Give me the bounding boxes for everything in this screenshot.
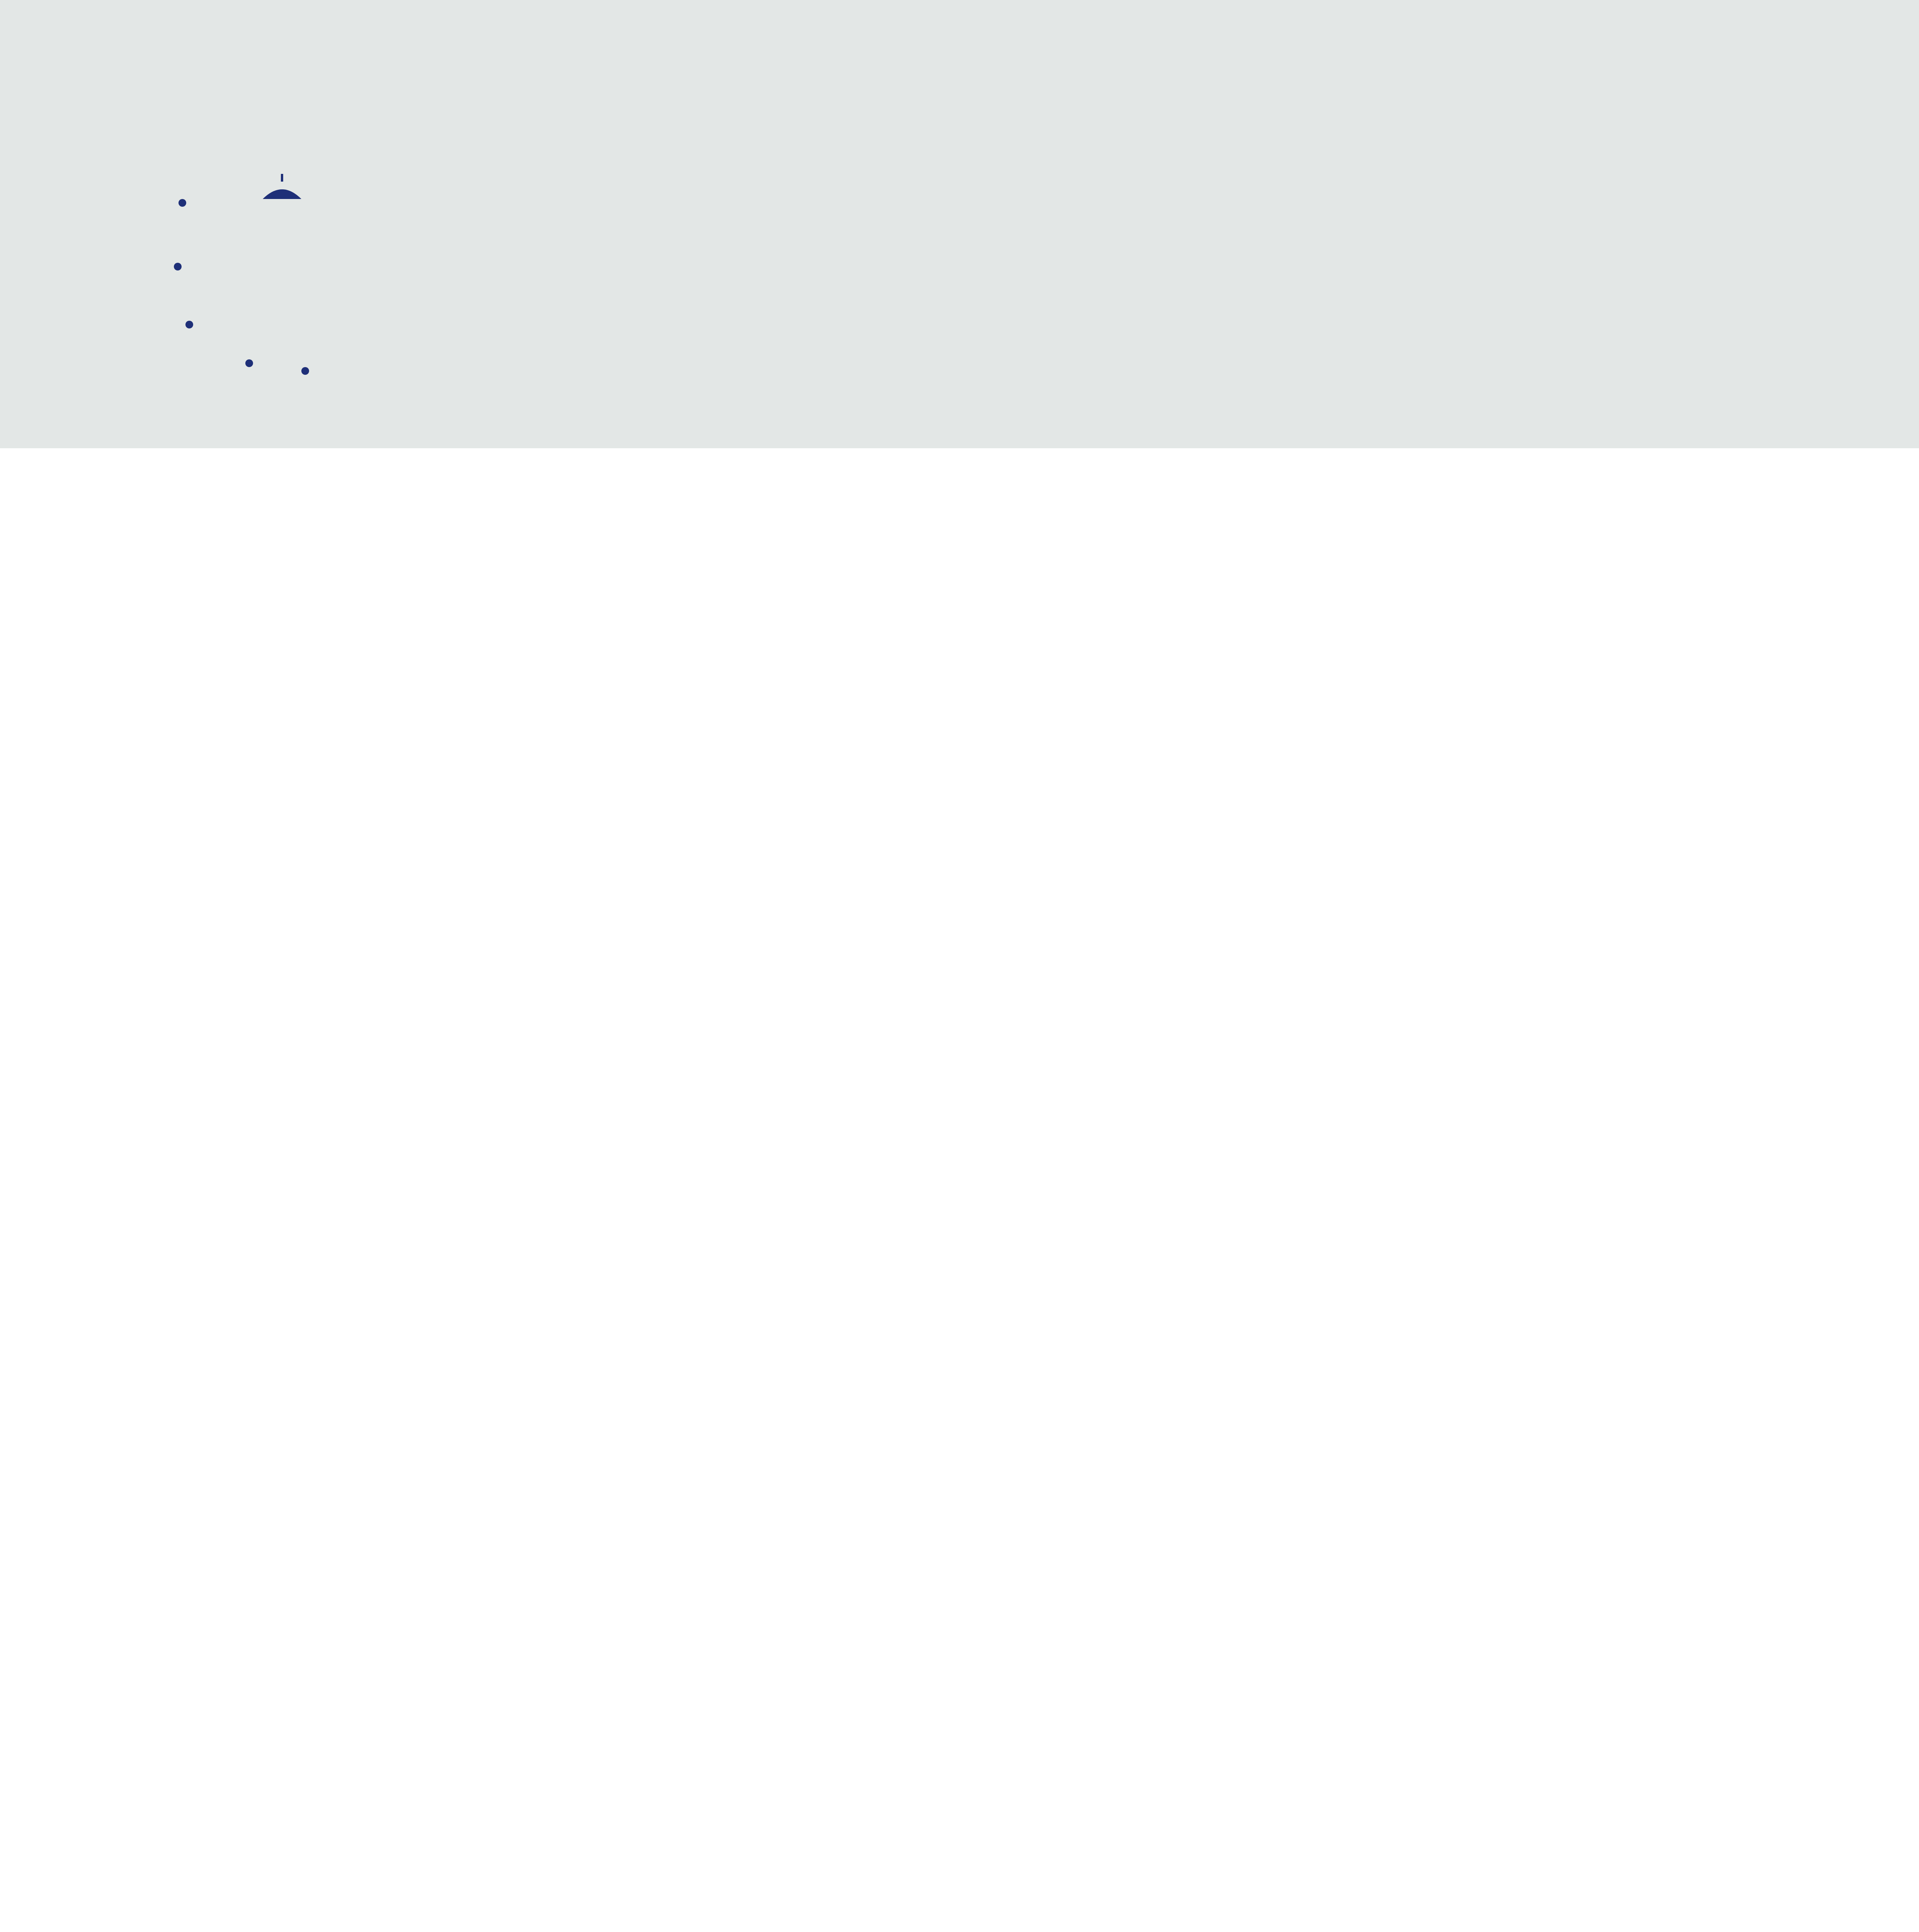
- building-icon: [263, 174, 301, 199]
- university-logo: [166, 116, 336, 386]
- header-band: [0, 0, 1919, 448]
- logo-dots: [174, 199, 309, 375]
